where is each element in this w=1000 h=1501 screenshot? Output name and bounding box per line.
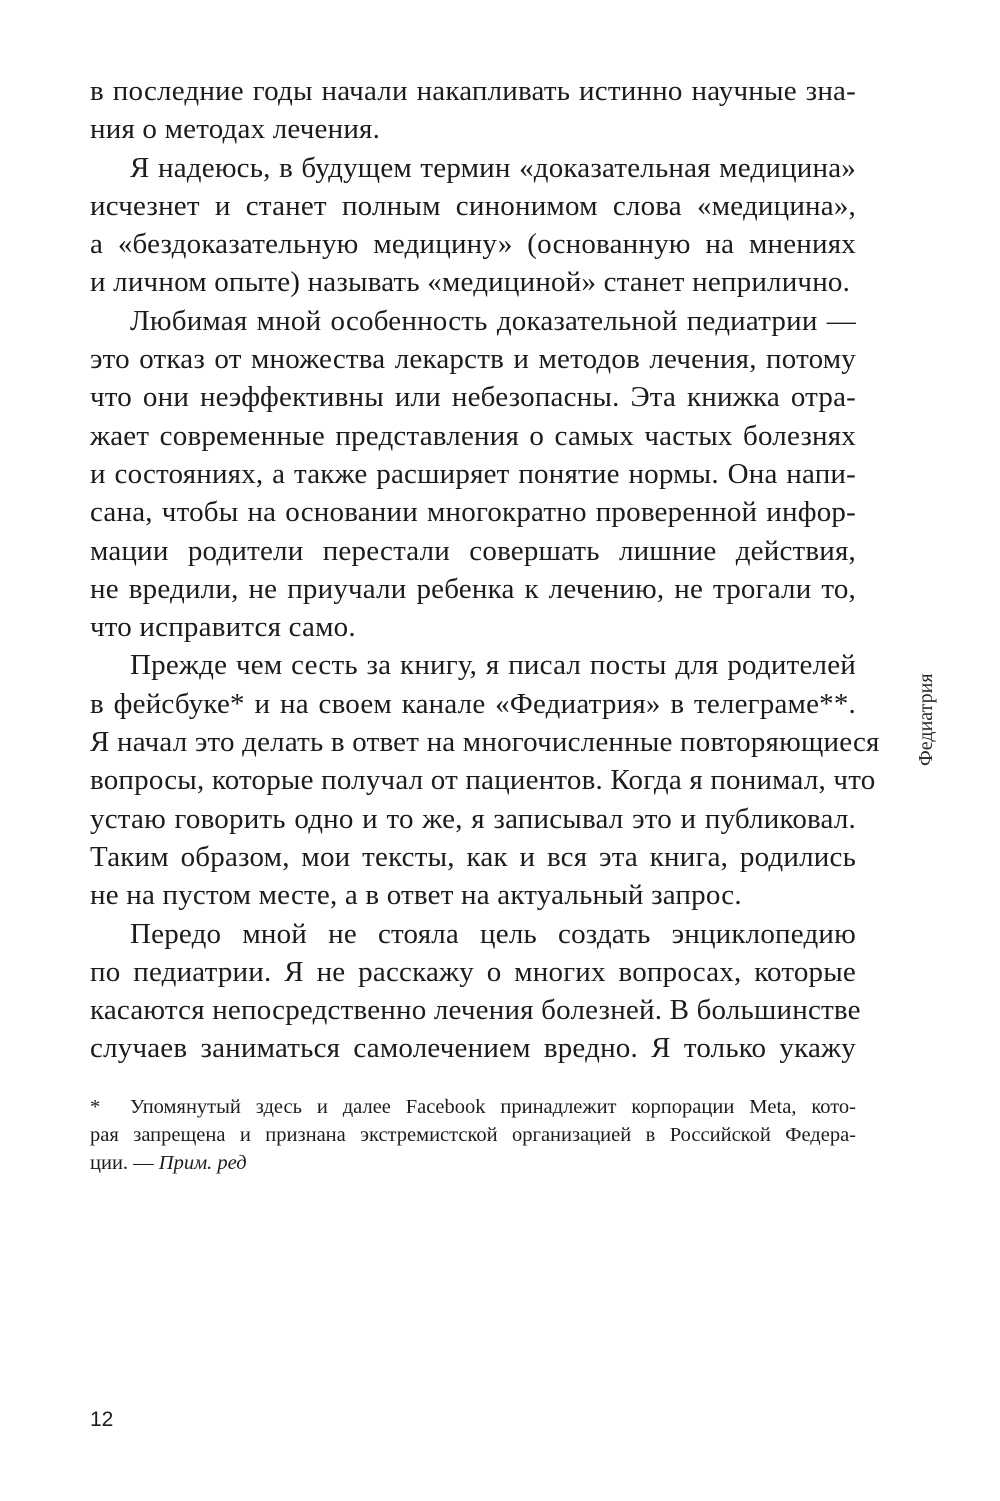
text-line: Передо мной не стояла цель создать энциклопедию [130, 917, 856, 950]
text-line: исчезнет и станет полным синонимом слова «медицина», [90, 189, 856, 222]
text-line: Прежде чем сесть за книгу, я писал посты для родителей [130, 649, 856, 682]
text-line: сана, чтобы на основании многократно проверенной инфор- [90, 496, 856, 529]
text-line: жает современные представления о самых частых болезнях [90, 419, 856, 452]
text-line: в последние годы начали накапливать истинно научные зна- [90, 75, 856, 107]
footnote-marker: * [90, 1096, 101, 1118]
text-line: Любимая мной особенность доказательной педиатрии — [130, 304, 856, 337]
text-line: что они неэффективны или небезопасны. Эта книжка отра- [90, 381, 856, 414]
page-number: 12 [90, 1408, 114, 1431]
text-line: случаев заниматься самолечением вредно. Я только укажу [90, 1032, 856, 1065]
text-line: вопросы, которые получал от пациентов. Когда я понимал, что [90, 764, 876, 797]
main-text [90, 72, 880, 1068]
text-line: не вредили, не приучали ребенка к лечению, не трогали то, [90, 572, 856, 605]
text-line: устаю говорить одно и то же, я записывал это и публиковал. [90, 802, 856, 835]
text-line: мации родители перестали совершать лишние действия, [90, 534, 856, 567]
text-line: а «бездоказательную медицину» (основанную на мнениях [90, 228, 856, 261]
text-line: что исправится само. [90, 611, 356, 644]
text-line: и личном опыте) называть «медициной» станет неприлично. [90, 266, 851, 299]
text-line: не на пустом месте, а в ответ на актуальный запрос. [90, 879, 742, 912]
text-line: ния о методах лечения. [90, 113, 381, 146]
footnote-text: ции. — [90, 1152, 159, 1174]
footnote-line: рая запрещена и признана экстремистской организацией в Российской Федера- [90, 1124, 856, 1146]
text-line: Таким образом, мои тексты, как и вся эта книга, родились [90, 840, 856, 873]
editor-note: Прим. ред [158, 1152, 247, 1174]
footnote [90, 1093, 856, 1177]
footnote-line [90, 1149, 856, 1177]
text-line: это отказ от множества лекарств и методов лечения, потому [90, 343, 856, 376]
text-line: касаются непосредственно лечения болезней. В большинстве [90, 994, 861, 1027]
text-line: Я надеюсь, в будущем термин «доказательная медицина» [130, 151, 856, 184]
footnote-line [90, 1093, 856, 1121]
text-line: и состояниях, а также расширяет понятие нормы. Она напи- [90, 457, 856, 490]
text-line: в фейсбуке* и на своем канале «Федиатрия» в телеграме**. [90, 687, 856, 720]
running-head: Федиатрия [915, 673, 937, 767]
text-line: Я начал это делать в ответ на многочисленные повторяющиеся [90, 726, 880, 759]
text-line: по педиатрии. Я не расскажу о многих вопросах, которые [90, 955, 856, 988]
footnote-text: Упомянутый здесь и далее Facebook принадлежит корпорации Meta, кото- [130, 1096, 856, 1118]
